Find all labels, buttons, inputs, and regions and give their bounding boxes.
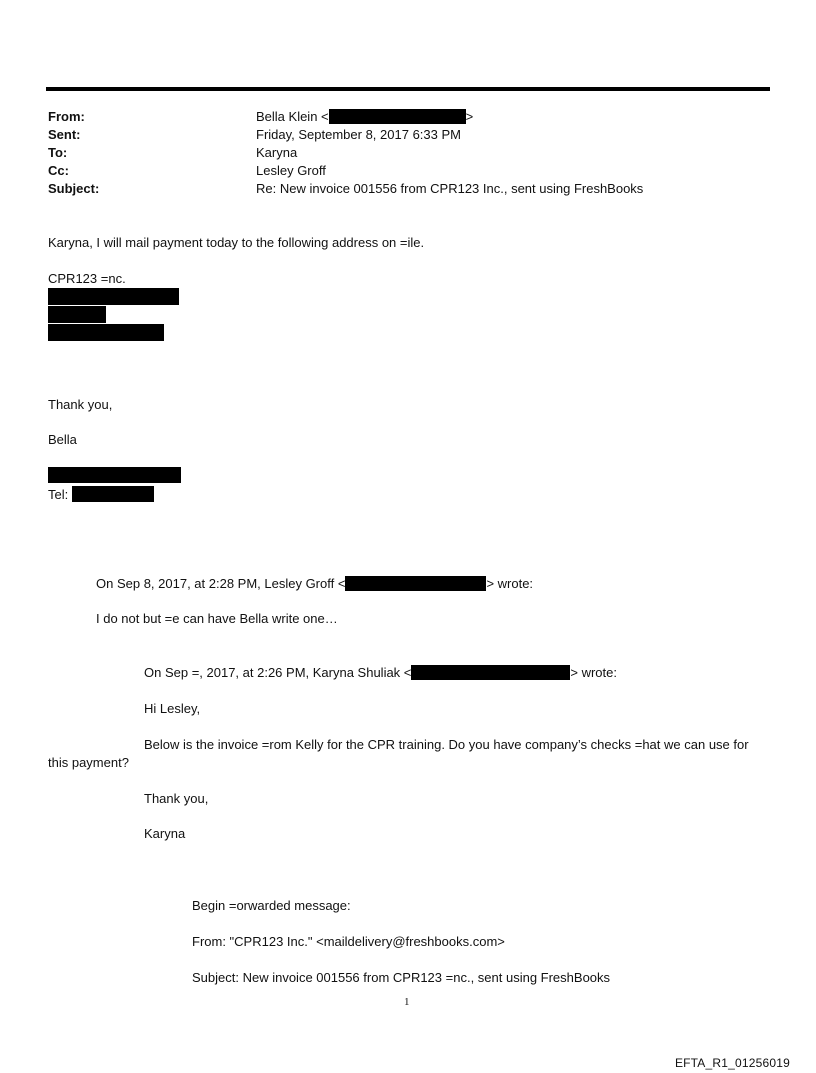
- subject-label: Subject:: [48, 181, 100, 196]
- from-value: [256, 109, 473, 125]
- sent-value: Friday, September 8, 2017 6:33 PM: [256, 127, 461, 142]
- from-label: From:: [48, 109, 85, 124]
- sent-label: Sent:: [48, 127, 81, 142]
- reply2-attribution-start: On Sep =, 2017, at 2:26 PM, Karyna Shuliak <: [144, 665, 412, 680]
- reply2-greeting: Hi Lesley,: [144, 701, 201, 716]
- redacted-signature-line: [48, 467, 181, 483]
- body-intro: Karyna, I will mail payment today to the following address on =ile.: [48, 235, 425, 250]
- body-company: CPR123 =nc.: [48, 271, 126, 286]
- reply2-signature: Karyna: [144, 826, 186, 841]
- to-value: Karyna: [256, 145, 298, 160]
- bates-number: EFTA_R1_01256019: [674, 1056, 790, 1070]
- reply1-attribution-end: > wrote:: [486, 576, 534, 591]
- cc-label: Cc:: [48, 163, 69, 178]
- to-label: To:: [48, 145, 68, 160]
- reply2-attribution: [144, 665, 617, 681]
- reply1-text: I do not but =e can have Bella write one…: [96, 611, 338, 626]
- redacted-address-line-2: [48, 306, 106, 323]
- forwarded-begin: Begin =orwarded message:: [192, 898, 351, 913]
- from-name: Bella Klein <: [256, 109, 329, 124]
- reply2-thanks: Thank you,: [144, 791, 209, 806]
- body-thanks: Thank you,: [48, 397, 113, 412]
- from-close: >: [465, 109, 474, 124]
- redacted-email: [411, 665, 570, 680]
- forwarded-subject: Subject: New invoice 001556 from CPR123 =nc., sent using FreshBooks: [192, 970, 611, 985]
- redacted-email: [345, 576, 486, 591]
- redacted-address-line-1: [48, 288, 179, 305]
- page-number: 1: [404, 996, 410, 1008]
- header-rule: [46, 87, 770, 91]
- body-signature: Bella: [48, 432, 77, 447]
- redacted-email: [329, 109, 466, 124]
- redacted-address-line-3: [48, 324, 164, 341]
- reply2-line2: this payment?: [48, 755, 129, 770]
- cc-value: Lesley Groff: [256, 163, 326, 178]
- reply1-attribution-start: On Sep 8, 2017, at 2:28 PM, Lesley Groff <: [96, 576, 346, 591]
- tel-label: Tel:: [48, 487, 69, 502]
- redacted-phone: [72, 486, 154, 502]
- forwarded-from: From: "CPR123 Inc." <maildelivery@freshbooks.com>: [192, 934, 505, 949]
- subject-value: Re: New invoice 001556 from CPR123 Inc., sent using FreshBooks: [256, 181, 644, 196]
- tel-line: [48, 486, 154, 503]
- reply2-line1: Below is the invoice =rom Kelly for the CPR training. Do you have company’s checks =hat we can use for: [144, 737, 749, 752]
- reply1-attribution: [96, 576, 533, 592]
- reply2-attribution-end: > wrote:: [570, 665, 617, 680]
